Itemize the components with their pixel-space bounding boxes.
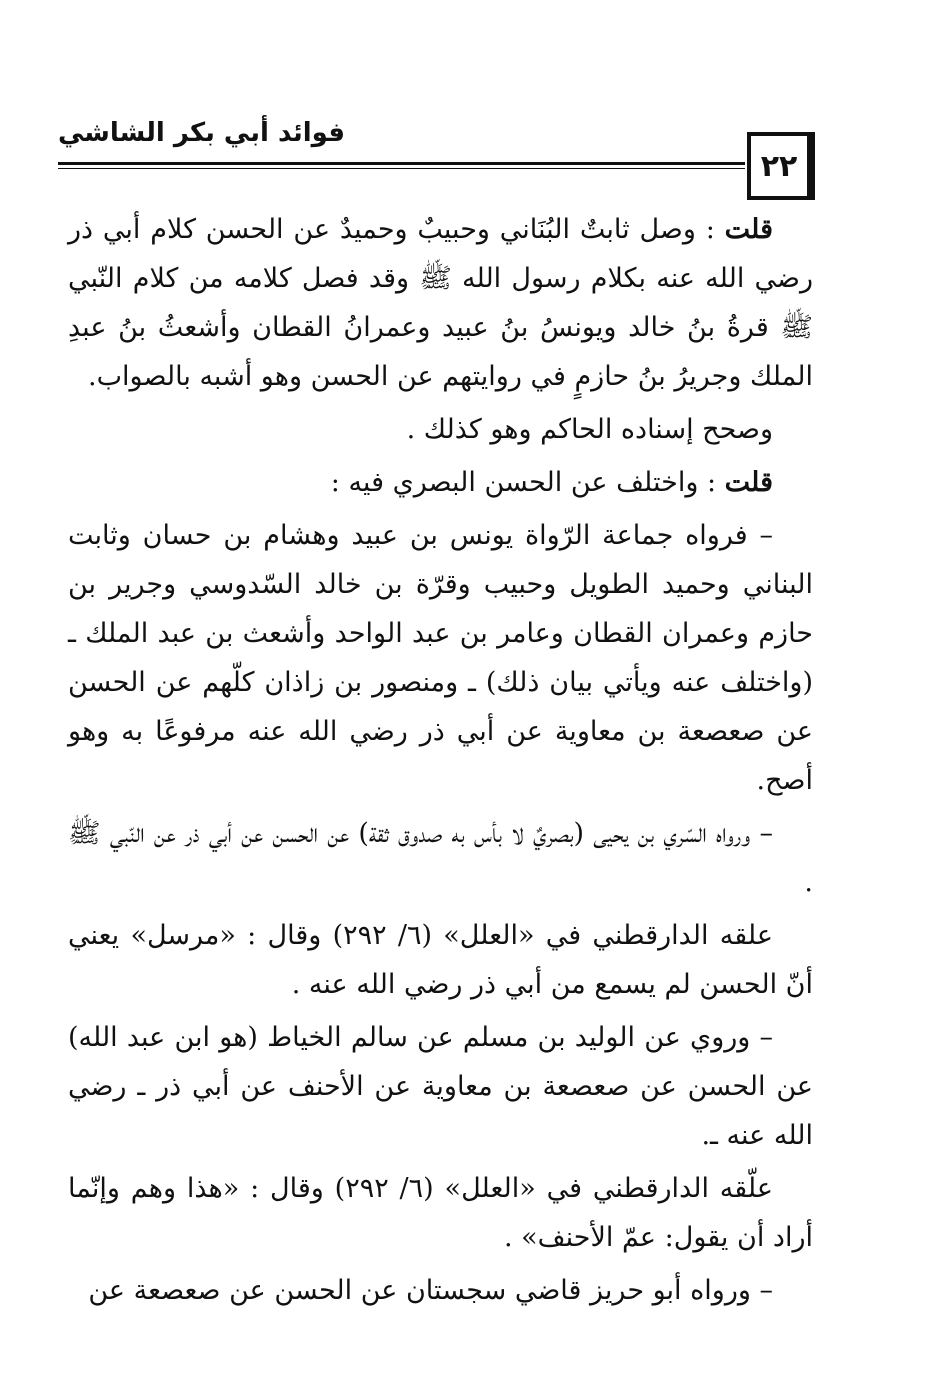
running-title: فوائد أبي بكر الشاشي — [58, 118, 345, 148]
header-rule — [58, 162, 745, 165]
paragraph-4: – فرواه جماعة الرّواة يونس بن عبيد وهشام بن حسان وثابت البناني وحميد الطويل وحبيب وقرّة بن خالد السّدوسي وجرير بن حازم وعمران القطان وعامر بن عبد الواحد وأشعث بن عبد الملك ـ (واختلف عنه ويأتي بيان ذلك) ـ ومنصور بن زاذان كلّهم عن الحسن عن صعصعة بن معاوية عن أبي ذر رضي الله عنه مرفوعًا به وهو أصح. — [68, 520, 813, 796]
qultu-label: قلت — [724, 467, 773, 498]
page-body — [68, 205, 813, 1319]
paragraph-5: – ورواه السّري بن يحيى (بصريٌ لا بأس به صدوق ثقة) عن الحسن عن أبي ذر عن النّبي ﷺ . — [68, 818, 813, 898]
header-rule-thin — [58, 168, 745, 169]
paragraph-6: علقه الدارقطني في «العلل» (٦/ ٢٩٢) وقال : «مرسل» يعني أنّ الحسن لم يسمع من أبي ذر رضي الله عنه . — [68, 920, 813, 1000]
paragraph-7: – وروي عن الوليد بن مسلم عن سالم الخياط (هو ابن عبد الله) عن الحسن عن صعصعة بن معاوية عن الأحنف عن أبي ذر ـ رضي الله عنه ـ. — [68, 1022, 813, 1151]
paragraph-3-text: : واختلف عن الحسن البصري فيه : — [330, 467, 725, 498]
page-number: ٢٢ — [747, 132, 815, 200]
page-header — [58, 118, 815, 200]
paragraph-8: علّقه الدارقطني في «العلل» (٦/ ٢٩٢) وقال : «هذا وهم وإنّما أراد أن يقول: عمّ الأحنف» . — [68, 1173, 813, 1253]
paragraph-1-text: : وصل ثابتٌ البُنَاني وحبيبٌ وحميدٌ عن الحسن كلام أبي ذر رضي الله عنه بكلام رسول الله ﷺ وقد فصل كلامه من كلام النّبي ﷺ قرةُ بنُ خالد ويونسُ بنُ عبيد وعمرانُ القطان وأشعثُ بنُ عبدِ الملك وجريرُ بنُ حازمٍ في روايتهم عن الحسن وهو أشبه بالصواب. — [68, 214, 813, 392]
paragraph-1 — [68, 205, 813, 401]
paragraph-2: وصحح إسناده الحاكم وهو كذلك . — [406, 414, 773, 445]
paragraph-3 — [68, 458, 813, 507]
qultu-label: قلت — [724, 214, 773, 245]
paragraph-9: – ورواه أبو حريز قاضي سجستان عن الحسن عن صعصعة عن — [88, 1275, 773, 1306]
